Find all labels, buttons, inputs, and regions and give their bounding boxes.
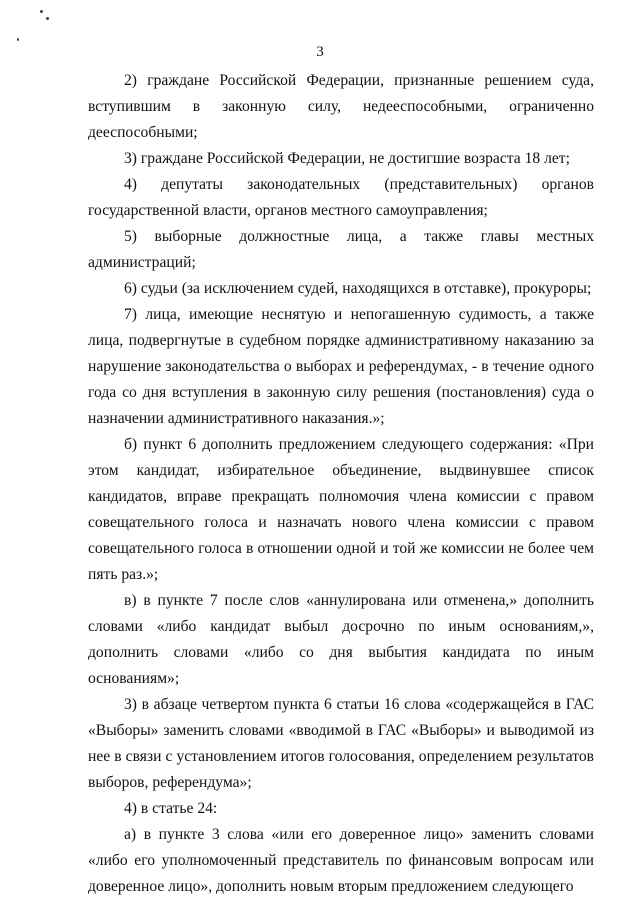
paragraph: 4) в статье 24: — [124, 800, 218, 817]
scan-mark — [40, 10, 43, 13]
paragraph: 5) выборные должностные лица, а также главы местных администраций; — [88, 228, 594, 271]
paragraph: 3) граждане Российской Федерации, не достигшие возраста 18 лет; — [124, 150, 570, 167]
paragraph: 4) депутаты законодательных (представительных) органов государственной власти, органов местного самоуправления; — [88, 176, 594, 219]
scan-mark — [46, 17, 49, 20]
scan-mark — [17, 38, 19, 41]
paragraph: а) в пункте 3 слова «или его доверенное лицо» заменить словами «либо его уполномоченный представитель по финансовым вопросам или доверенное лицо», дополнить новым вторым предложением следующего — [88, 826, 594, 895]
paragraph: 2) граждане Российской Федерации, признанные решением суда, вступившим в законную силу, недееспособными, ограниченно дееспособными; — [88, 72, 594, 141]
paragraph: 7) лица, имеющие неснятую и непогашенную судимость, а также лица, подвергнутые в судебном порядке административному наказанию за нарушение законодательства о выборах и референдумах, - в течение одного года со дня вступления в законную силу решения (постановления) суда о назначении административного наказания.»; — [88, 306, 594, 427]
paragraph: б) пункт 6 дополнить предложением следующего содержания: «При этом кандидат, избирательное объединение, выдвинувшее список кандидатов, вправе прекращать полномочия члена комиссии с правом совещательного голоса и назначать нового члена комиссии с правом совещательного голоса в отношении одной и той же комиссии не более чем пять раз.»; — [88, 436, 594, 583]
document-body — [88, 68, 594, 900]
page-number: 3 — [316, 44, 324, 60]
paragraph: в) в пункте 7 после слов «аннулирована или отменена,» дополнить словами «либо кандидат выбыл досрочно по иным основаниям,», дополнить словами «либо со дня выбытия кандидата по иным основаниям»; — [88, 592, 594, 687]
paragraph: 6) судьи (за исключением судей, находящихся в отставке), прокуроры; — [124, 280, 592, 297]
paragraph: 3) в абзаце четвертом пункта 6 статьи 16 слова «содержащейся в ГАС «Выборы» заменить словами «вводимой в ГАС «Выборы» и выводимой из нее в связи с установлением итогов голосования, определением результатов выборов, референдума»; — [88, 696, 594, 791]
